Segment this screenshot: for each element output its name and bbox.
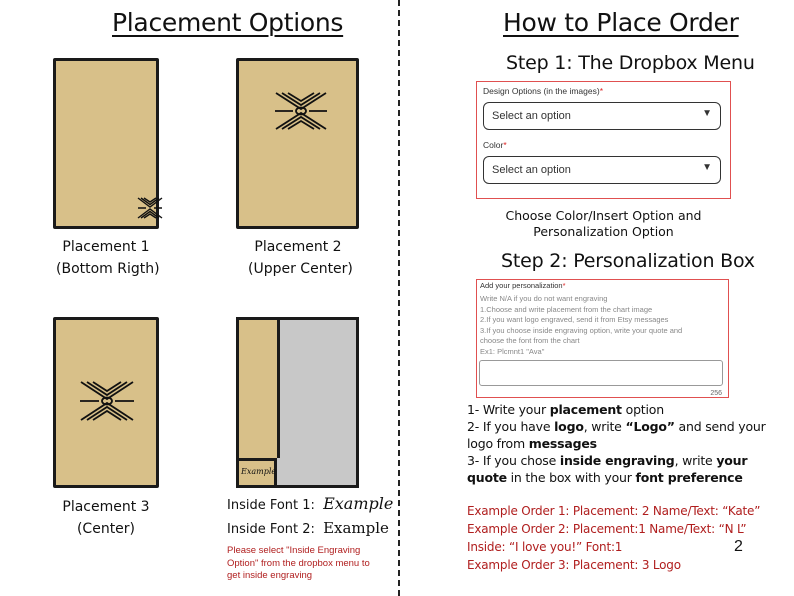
instruction-line: 1.Choose and write placement from the chart image	[480, 304, 653, 314]
step-1-caption	[476, 208, 731, 240]
dropbox-menu-form	[476, 81, 731, 199]
logo-mark-icon	[79, 378, 135, 424]
personalization-label: Add your personalization*	[480, 281, 566, 290]
placement-1-name: Placement 1	[62, 239, 150, 255]
design-options-value: Select an option	[492, 110, 571, 122]
note-line: Please select "Inside Engraving	[227, 545, 361, 556]
placement-2-card	[236, 58, 359, 229]
example-orders	[467, 502, 760, 574]
personalization-textarea[interactable]	[479, 360, 723, 386]
note-line: get inside engraving	[227, 570, 313, 581]
char-count: 256	[710, 390, 722, 397]
placement-1-card	[53, 58, 159, 229]
example-order-1: Example Order 1: Placement: 2 Name/Text: “Kate”	[467, 504, 761, 518]
chevron-down-icon: ▼	[702, 108, 712, 119]
instruction-line: choose the font from the chart	[480, 336, 580, 345]
color-select[interactable]	[483, 156, 721, 184]
example-order-3: Example Order 3: Placement: 3 Logo	[467, 558, 681, 572]
step-1-heading: Step 1: The Dropbox Menu	[506, 52, 755, 74]
example-order-2: Example Order 2: Placement:1 Name/Text: “N L”	[467, 522, 747, 536]
page-number: 2	[734, 538, 743, 555]
order-instructions	[467, 401, 766, 486]
how-to-order-title: How to Place Order	[503, 8, 739, 37]
placement-3-name: Placement 3	[62, 499, 150, 515]
placement-2-label	[248, 236, 353, 280]
caption-line: Choose Color/Insert Option and	[505, 208, 702, 223]
design-options-select[interactable]	[483, 102, 721, 130]
color-label: Color*	[483, 140, 507, 150]
inside-panel-lower	[239, 458, 277, 485]
personalization-instructions	[480, 294, 682, 357]
instruction-line: 3.If you choose inside engraving option, write your quote and	[480, 325, 683, 335]
inside-font-2-label: Inside Font 2:	[227, 522, 315, 537]
instruction-1: 1- Write your placement option	[467, 402, 664, 417]
logo-mark-icon	[136, 195, 164, 221]
placement-options-title: Placement Options	[112, 8, 344, 37]
note-line: Option" from the dropbox menu to	[227, 557, 370, 569]
placement-3-sublabel: (Center)	[76, 521, 136, 537]
instruction-3-cont: quote in the box with your font preference	[467, 470, 743, 485]
placement-2-sublabel: (Upper Center)	[248, 261, 353, 277]
instruction-line: 2.If you want logo engraved, send it from Etsy messages	[480, 315, 669, 324]
inside-font-1-example: Example	[323, 494, 394, 513]
inside-engraving-note	[227, 545, 370, 583]
page-divider	[398, 0, 400, 596]
color-value: Select an option	[492, 164, 571, 176]
example-order-2-inside: Inside: “I love you!” Font:1	[467, 540, 623, 554]
placement-3-card	[53, 317, 159, 488]
placement-2-name: Placement 2	[254, 239, 342, 255]
inside-font-1-label: Inside Font 1:	[227, 498, 315, 513]
instruction-line: Ex1: Plcmnt1 "Ava"	[480, 346, 545, 356]
placement-1-sublabel: (Bottom Rigth)	[56, 261, 160, 277]
instruction-3: 3- If you chose inside engraving, write your	[467, 453, 748, 468]
logo-mark-icon	[274, 89, 328, 133]
step-2-heading: Step 2: Personalization Box	[501, 250, 755, 272]
inside-font-1-row	[227, 494, 393, 513]
caption-line: Personalization Option	[533, 224, 674, 239]
personalization-form	[476, 279, 729, 398]
inside-font-2-example: Example	[323, 519, 389, 537]
instruction-2-cont: logo from messages	[467, 436, 597, 451]
design-options-label: Design Options (in the images)*	[483, 86, 604, 96]
instruction-line: Write N/A if you do not want engraving	[480, 294, 608, 303]
inside-panel-example-text: Example	[241, 467, 277, 476]
chevron-down-icon: ▼	[702, 162, 712, 173]
inside-engraving-card	[236, 317, 359, 488]
inside-panel-upper	[239, 320, 280, 458]
inside-font-2-row	[227, 519, 389, 537]
instruction-2: 2- If you have logo, write “Logo” and send your	[467, 419, 766, 434]
placement-3-label	[56, 496, 156, 540]
placement-1-label	[56, 236, 160, 280]
